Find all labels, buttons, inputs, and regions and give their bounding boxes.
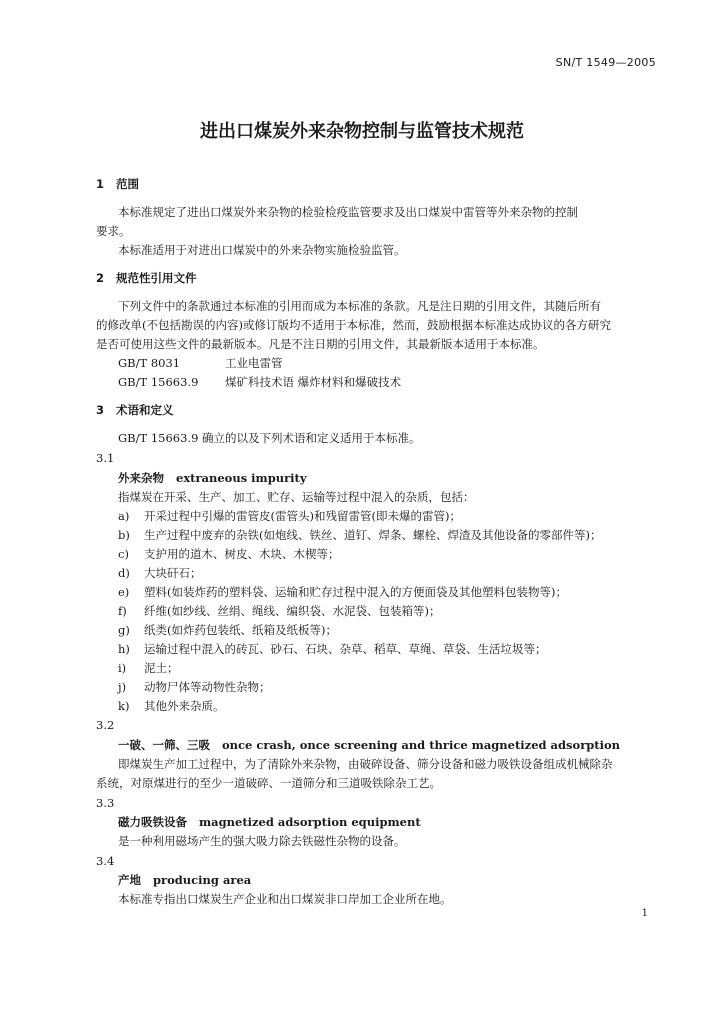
list-item: [118, 661, 179, 676]
section-number: 1: [96, 177, 105, 191]
term-english: producing area: [153, 873, 252, 887]
section-title: 规范性引用文件: [116, 271, 197, 285]
list-text: 纤维(如纱线、丝绢、绳线、编织袋、水泥袋、包装箱等)；: [144, 604, 441, 618]
list-letter: g): [118, 623, 130, 637]
normative-reference: [118, 375, 401, 390]
term-english: extraneous impurity: [176, 471, 307, 485]
section-2-paragraph-line: 的修改单(不包括勘误的内容)或修订版均不适用于本标准，然而，鼓励根据本标准达成协议的各方研究: [96, 318, 611, 332]
list-letter: c): [118, 547, 129, 561]
term-heading: [118, 815, 421, 830]
page-number: 1: [641, 908, 648, 919]
list-item: [118, 680, 271, 695]
list-letter: k): [118, 699, 130, 713]
term-number: 3.4: [96, 854, 115, 868]
term-number: 3.3: [96, 796, 115, 810]
section-1-paragraph-line: 要求。: [96, 224, 131, 238]
term-english: once crash, once screening and thrice magnetized adsorption: [222, 738, 621, 752]
term-english: magnetized adsorption equipment: [199, 815, 421, 829]
term-heading: [118, 873, 251, 888]
section-3-intro: GB/T 15663.9 确立的以及下列术语和定义适用于本标准。: [118, 431, 421, 445]
section-2-paragraph-line: 是否可使用这些文件的最新版本。凡是不注日期的引用文件，其最新版本适用于本标准。: [96, 337, 545, 351]
list-text: 生产过程中废弃的杂铁(如炮线、铁丝、道钉、焊条、螺栓、焊渣及其他设备的零部件等)；: [144, 528, 602, 542]
term-chinese: 产地: [118, 873, 141, 887]
list-text: 泥土；: [144, 661, 179, 675]
section-title: 术语和定义: [116, 403, 174, 417]
list-item: [118, 528, 601, 543]
list-letter: f): [118, 604, 127, 618]
list-item: [118, 642, 547, 657]
list-text: 开采过程中引爆的雷管皮(雷管头)和残留雷管(即未爆的雷管)；: [144, 509, 461, 523]
list-item: [118, 566, 202, 581]
list-text: 塑料(如装炸药的塑料袋、运输和贮存过程中混入的方便面袋及其他塑料包装物等)；: [144, 585, 567, 599]
standard-code: SN/T 1549—2005: [555, 56, 656, 69]
list-item: [118, 623, 337, 638]
list-text: 大块矸石；: [144, 566, 202, 580]
section-number: 3: [96, 403, 105, 417]
list-text: 支护用的道木、树皮、木块、木楔等；: [144, 547, 340, 561]
list-item: [118, 699, 225, 714]
list-text: 其他外来杂质。: [144, 699, 225, 713]
document-title: 进出口煤炭外来杂物控制与监管技术规范: [200, 121, 524, 142]
list-text: 运输过程中混入的砖瓦、砂石、石块、杂草、稻草、草绳、草袋、生活垃圾等；: [144, 642, 547, 656]
term-definition: 本标准专指出口煤炭生产企业和出口煤炭非口岸加工企业所在地。: [118, 892, 452, 906]
section-2-paragraph-line: 下列文件中的条款通过本标准的引用而成为本标准的条款。凡是注日期的引用文件，其随后所有: [118, 299, 601, 313]
section-1-paragraph-line: 本标准规定了进出口煤炭外来杂物的检验检疫监管要求及出口煤炭中雷管等外来杂物的控制: [118, 205, 578, 219]
section-number: 2: [96, 271, 105, 285]
term-definition-line: 系统，对原煤进行的至少一道破碎、一道筛分和三道吸铁除杂工艺。: [96, 776, 441, 790]
reference-name: 煤矿科技术语 爆炸材料和爆破技术: [225, 375, 402, 389]
section-1-paragraph: 本标准适用于对进出口煤炭中的外来杂物实施检验监管。: [118, 243, 406, 257]
term-number: 3.2: [96, 718, 115, 732]
reference-name: 工业电雷管: [225, 356, 283, 370]
term-chinese: 外来杂物: [118, 471, 164, 485]
term-chinese: 磁力吸铁设备: [118, 815, 187, 829]
term-definition: 指煤炭在开采、生产、加工、贮存、运输等过程中混入的杂质，包括：: [118, 490, 475, 504]
list-letter: j): [118, 680, 127, 694]
list-item: [118, 604, 440, 619]
list-letter: e): [118, 585, 130, 599]
term-definition-line: 即煤炭生产加工过程中，为了清除外来杂物，由破碎设备、筛分设备和磁力吸铁设备组成机械除杂: [118, 757, 613, 771]
list-text: 动物尸体等动物性杂物；: [144, 680, 271, 694]
normative-reference: [118, 356, 283, 371]
list-item: [118, 509, 461, 524]
term-heading: [118, 738, 620, 753]
section-1-heading: [96, 177, 139, 192]
term-number: 3.1: [96, 451, 115, 465]
term-definition: 是一种利用磁场产生的强大吸力除去铁磁性杂物的设备。: [118, 834, 406, 848]
list-letter: d): [118, 566, 130, 580]
list-letter: a): [118, 509, 130, 523]
section-3-heading: [96, 403, 174, 418]
term-heading: [118, 471, 307, 486]
section-2-heading: [96, 271, 197, 286]
reference-code: GB/T 8031: [118, 356, 181, 370]
term-chinese: 一破、一筛、三吸: [118, 738, 210, 752]
list-item: [118, 547, 340, 562]
section-title: 范围: [116, 177, 139, 191]
list-letter: b): [118, 528, 130, 542]
list-text: 纸类(如炸药包装纸、纸箱及纸板等)；: [144, 623, 337, 637]
reference-code: GB/T 15663.9: [118, 375, 199, 389]
list-letter: i): [118, 661, 127, 675]
list-letter: h): [118, 642, 130, 656]
list-item: [118, 585, 567, 600]
